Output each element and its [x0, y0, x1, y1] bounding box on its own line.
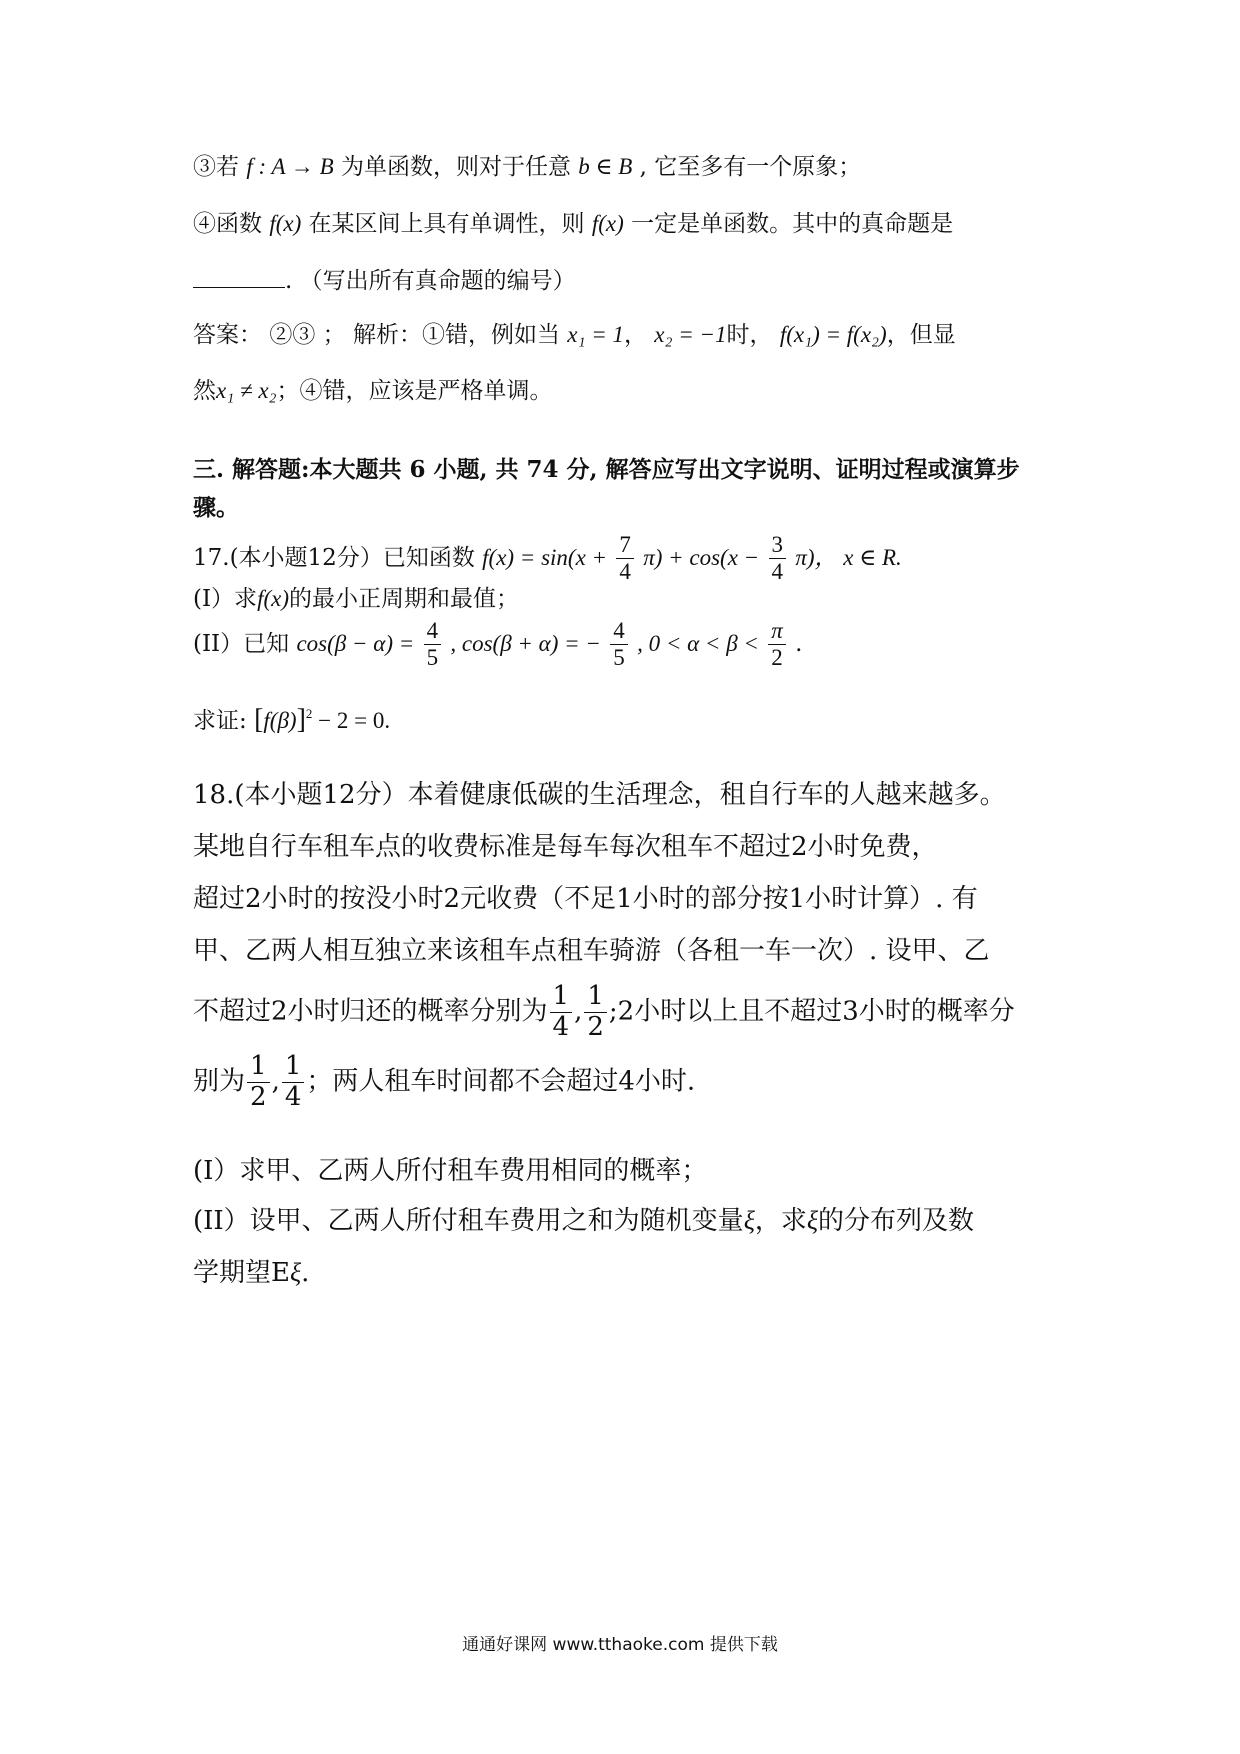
- q17-stem: 17.(本小题12分）已知函数 f(x) = sin(x + $\frac{7}{4}$ π) + cos(x − $\frac{3}{4}$ π)， x ∈ R.: [193, 532, 902, 585]
- section-heading: 三. 解答题:本大题共 6 小题, 共 74 分, 解答应写出文字说明、证明过程或演算步骤。: [193, 456, 1020, 521]
- fraction-3-4: $\frac{3}{4}$: [769, 532, 787, 586]
- q17-part2: (II）已知 cos(β − α) = $\frac{4}{5}$ , cos(β + α) = − $\frac{4}{5}$ , 0 < α < β < $\frac{\pi}{2}$ .: [193, 618, 803, 671]
- answer-blank-line: . （写出所有真命题的编号）: [193, 262, 576, 295]
- proposition-3: ③若 f : A → B 为单函数，则对于任意 b ∈ B , 它至多有一个原象；: [193, 154, 862, 180]
- fraction-1-2: $\frac{1}{2}$: [584, 982, 607, 1043]
- q18-line-1: 18.(本小题12分）本着健康低碳的生活理念，租自行车的人越来越多。: [193, 780, 1006, 810]
- footer-source: 通通好课网 www.tthaoke.com 提供下载: [462, 1635, 778, 1655]
- q18-part1: (I）求甲、乙两人所付租车费用相同的概率；: [193, 1156, 708, 1186]
- function-fx: f(x): [269, 211, 302, 236]
- q17-prove: 求证: $[f(\beta)]^2 - 2 = 0$.: [193, 704, 391, 735]
- fraction-pi-2: $\frac{\pi}{2}$: [768, 618, 786, 672]
- q18-part2: (II）设甲、乙两人所付租车费用之和为随机变量ξ，求ξ的分布列及数: [193, 1206, 974, 1236]
- q18-line-2: 某地自行车租车点的收费标准是每车每次租车不超过2小时免费，: [193, 832, 938, 862]
- answer-blank: [193, 269, 285, 288]
- q18-line-5: 不超过2小时归还的概率分别为 $\frac{1}{4}$ , $\frac{1}{2}$ ;2小时以上且不超过3小时的概率分: [193, 981, 1015, 1042]
- proposition-4: ④函数 f(x) 在某区间上具有单调性，则 f(x) 一定是单函数。其中的真命题是: [193, 211, 954, 237]
- q18-line-4: 甲、乙两人相互独立来该租车点租车骑游（各租一车一次）. 设甲、乙: [193, 936, 990, 966]
- fraction-1-2-b: $\frac{1}{2}$: [247, 1052, 270, 1113]
- fraction-7-4: $\frac{7}{4}$: [616, 532, 634, 586]
- q18-line-6: 别为 $\frac{1}{2}$ , $\frac{1}{4}$ ；两人租车时间都不会超过4小时.: [193, 1051, 696, 1112]
- q18-last-line: 学期望Eξ.: [193, 1258, 310, 1288]
- function-fx-2: f(x): [591, 211, 624, 236]
- fraction-4-5: $\frac{4}{5}$: [424, 618, 442, 672]
- answer-line-1: 答案： ②③ ； 解析：①错，例如当 x₁ = 1， x₂ = −1时， f(x₁) = f(x₂)，但显: [193, 322, 956, 348]
- fraction-neg-4-5: $\frac{4}{5}$: [610, 618, 628, 672]
- answer-line-2: 然x₁ ≠ x₂；④错，应该是严格单调。: [193, 378, 553, 404]
- prove-expression: $[f(\beta)]^2 - 2 = 0$.: [254, 704, 391, 735]
- map-expression: f : A → B: [246, 154, 334, 179]
- q17-part1: (I）求f(x)的最小正周期和最值；: [193, 586, 519, 612]
- answer-value: ②③: [269, 322, 316, 348]
- element-expression: b ∈ B: [578, 154, 633, 179]
- fraction-1-4-b: $\frac{1}{4}$: [282, 1052, 305, 1113]
- q18-line-3: 超过2小时的按没小时2元收费（不足1小时的部分按1小时计算）. 有: [193, 884, 978, 914]
- fraction-1-4: $\frac{1}{4}$: [550, 982, 573, 1043]
